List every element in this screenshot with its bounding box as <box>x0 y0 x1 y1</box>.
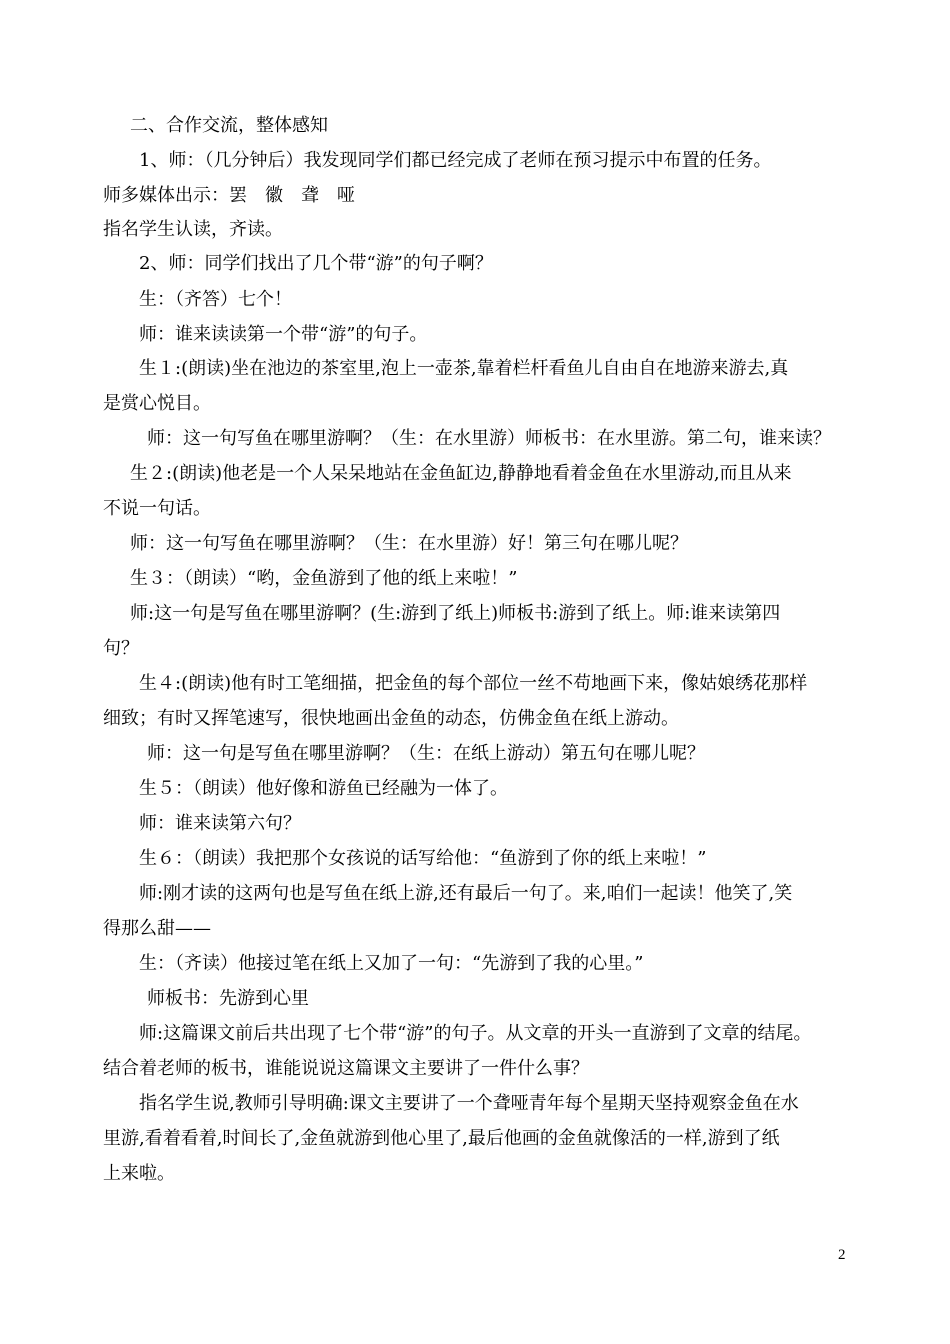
paragraph-line: 生４:(朗读)他有时工笔细描，把金鱼的每个部位一丝不苟地画下来，像姑娘绣花那样 <box>139 673 808 694</box>
paragraph-line: 师：谁来读第六句？ <box>139 813 301 834</box>
paragraph-line: 细致；有时又挥笔速写，很快地画出金鱼的动态，仿佛金鱼在纸上游动。 <box>103 708 679 729</box>
section-heading: 二、合作交流，整体感知 <box>130 115 328 136</box>
page-number: 2 <box>838 1247 846 1263</box>
paragraph-line: 生２:(朗读)他老是一个人呆呆地站在金鱼缸边,静静地看着金鱼在水里游动,而且从来 <box>130 463 792 484</box>
paragraph-line: 结合着老师的板书，谁能说说这篇课文主要讲了一件什么事？ <box>103 1058 589 1079</box>
paragraph-line: 师:刚才读的这两句也是写鱼在纸上游,还有最后一句了。来,咱们一起读！他笑了,笑 <box>139 883 793 904</box>
paragraph-line: 1、师：（几分钟后）我发现同学们都已经完成了老师在预习提示中布置的任务。 <box>139 150 772 171</box>
paragraph-line: 里游,看着看着,时间长了,金鱼就游到他心里了,最后他画的金鱼就像活的一样,游到了纸 <box>103 1128 780 1149</box>
paragraph-line: 师：这一句写鱼在哪里游啊？（生：在水里游）好！第三句在哪儿呢？ <box>130 533 688 554</box>
paragraph-line: 生３：（朗读）“哟，金鱼游到了他的纸上来啦！” <box>130 568 518 589</box>
paragraph-line: 指名学生认读，齐读。 <box>103 219 283 240</box>
paragraph-line: 师多媒体出示：罢 徽 聋 哑 <box>103 185 355 206</box>
paragraph-line: 师:这篇课文前后共出现了七个带“游”的句子。从文章的开头一直游到了文章的结尾。 <box>139 1023 812 1044</box>
paragraph-line: 师：这一句是写鱼在哪里游啊？（生：在纸上游动）第五句在哪儿呢？ <box>147 743 705 764</box>
paragraph-line: 不说一句话。 <box>103 498 211 519</box>
paragraph-line: 师：这一句写鱼在哪里游啊？（生：在水里游）师板书：在水里游。第二句，谁来读？ <box>147 428 831 449</box>
paragraph-line: 生６：（朗读）我把那个女孩说的话写给他：“鱼游到了你的纸上来啦！” <box>139 848 707 869</box>
paragraph-line: 2、师：同学们找出了几个带“游”的句子啊？ <box>139 253 493 274</box>
paragraph-line: 句？ <box>103 638 139 659</box>
paragraph-line: 生５：（朗读）他好像和游鱼已经融为一体了。 <box>139 778 508 799</box>
paragraph-line: 上来啦。 <box>103 1163 175 1184</box>
paragraph-line: 得那么甜—— <box>103 918 211 939</box>
paragraph-line: 师：谁来读读第一个带“游”的句子。 <box>139 324 428 345</box>
paragraph-line: 师:这一句是写鱼在哪里游啊？(生:游到了纸上)师板书:游到了纸上。师:谁来读第四 <box>130 603 781 624</box>
paragraph-line: 是赏心悦目。 <box>103 393 211 414</box>
paragraph-line: 生：（齐读）他接过笔在纸上又加了一句：“先游到了我的心里。” <box>139 953 644 974</box>
paragraph-line: 师板书：先游到心里 <box>147 988 309 1009</box>
paragraph-line: 指名学生说,教师引导明确:课文主要讲了一个聋哑青年每个星期天坚持观察金鱼在水 <box>139 1093 799 1114</box>
paragraph-line: 生１:(朗读)坐在池边的茶室里,泡上一壶茶,靠着栏杆看鱼儿自由自在地游来游去,真 <box>139 358 789 379</box>
paragraph-line: 生：（齐答）七个！ <box>139 289 292 310</box>
